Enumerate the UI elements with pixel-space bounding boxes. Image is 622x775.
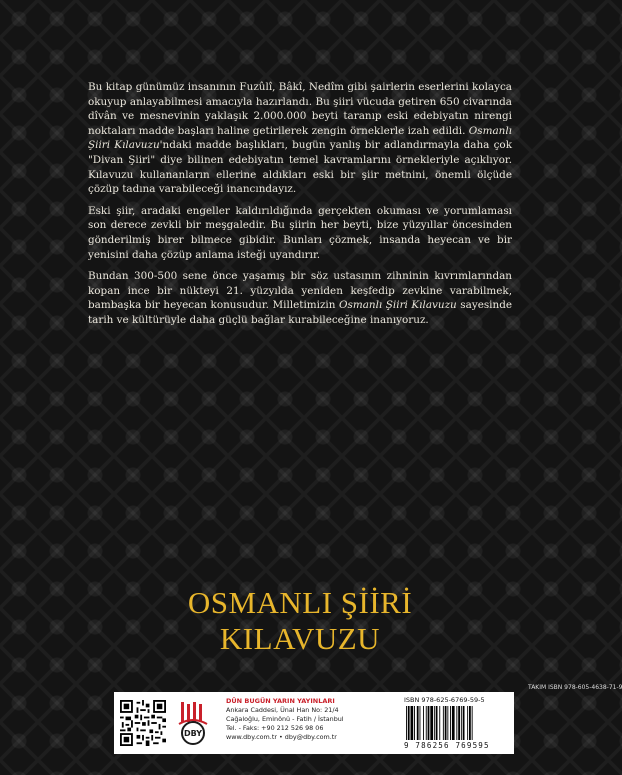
- back-cover-blurb: [88, 80, 512, 335]
- book-title-line-2: KILAVUZU: [219, 621, 381, 656]
- qr-code-icon: [120, 700, 166, 746]
- barcode-number: 9 786256 769595: [404, 741, 490, 750]
- blurb-p3-text-b: sayesinde tarih ve kültürüyle daha güçlü bağlar kurabileceğine inanıyoruz.: [88, 299, 512, 326]
- publisher-info: [226, 697, 376, 742]
- publisher-logo-text: DBY: [183, 729, 203, 738]
- isbn-label: ISBN 978-625-6769-59-5: [404, 696, 485, 704]
- publisher-address-2: Cağaloğlu, Eminönü - Fatih / İstanbul: [226, 715, 344, 723]
- barcode-block: [404, 696, 508, 752]
- publisher-name: DÜN BUGÜN YARIN YAYINLARI: [226, 697, 335, 705]
- blurb-p1-text-a: Bu kitap günümüz insanının Fuzûlî, Bâkî, Nedîm gibi şairlerin eserlerini kolayca okuyup anlayabilmesi amacıyla hazırlandı. Bu şiiri vücuda getiren 650 civarında dîvân ve mesnevinin yaklaşık 2.000.000 beyti taranıp eski edebiyatın nirengi noktaları madde başları haline getirilerek zengin örneklerle izah edildi.: [88, 81, 512, 137]
- publisher-panel: [114, 692, 514, 754]
- barcode-icon: [404, 706, 508, 740]
- book-title-italic: Osmanlı Şiiri Kılavuzu: [88, 124, 512, 152]
- blurb-paragraph-3: [88, 269, 512, 327]
- blurb-p3-text-a: Bundan 300-500 sene önce yaşamış bir söz ustasının zihninin kıvrımlarından kopan ince bir nükteyi 21. yüzyılda yeniden keşfedip zevkine varabilmek, bambaşka bir heyecan konusudur. Milletimizin: [88, 270, 512, 312]
- publisher-phone: Tel. - Faks: +90 212 526 98 06: [226, 724, 324, 732]
- book-title-italic: Osmanlı Şiiri Kılavuzu: [339, 299, 457, 312]
- blurb-paragraph-1: [88, 80, 512, 197]
- publisher-address-1: Ankara Caddesi, Ünal Han No: 21/4: [226, 706, 339, 714]
- publisher-web: www.dby.com.tr • dby@dby.com.tr: [226, 733, 337, 741]
- blurb-paragraph-2: Eski şiir, aradaki engeller kaldırıldığında gerçekten okuması ve yorumlaması son derece zevkli bir meşgaledir. Bu şiirin her beyti, bize yüzyıllar öncesinden gönderilmiş birer bilmece gibidir. Bunları çözmek, insanda heyecan ve bir yenisini daha çözüp anlama isteği uyandırır.: [88, 204, 512, 261]
- publisher-logo-icon: [178, 700, 208, 746]
- book-title-line-1: OSMANLI ŞİİRİ: [187, 585, 413, 620]
- set-isbn-label: TAKIM ISBN 978-605-4638-71-9: [528, 684, 622, 691]
- blurb-p1-text-b: 'ndaki madde başlıkları, bugün yanlış bir adlandırmayla daha çok "Divan Şiiri" diye bilinen edebiyatın temel kavramlarını örnekleriyle açıklıyor. Kılavuzu kullananların ellerine aldıkları eski bir şiir metnini, önemli ölçüde çözüp tadına varabileceği inancındayız.: [88, 139, 512, 196]
